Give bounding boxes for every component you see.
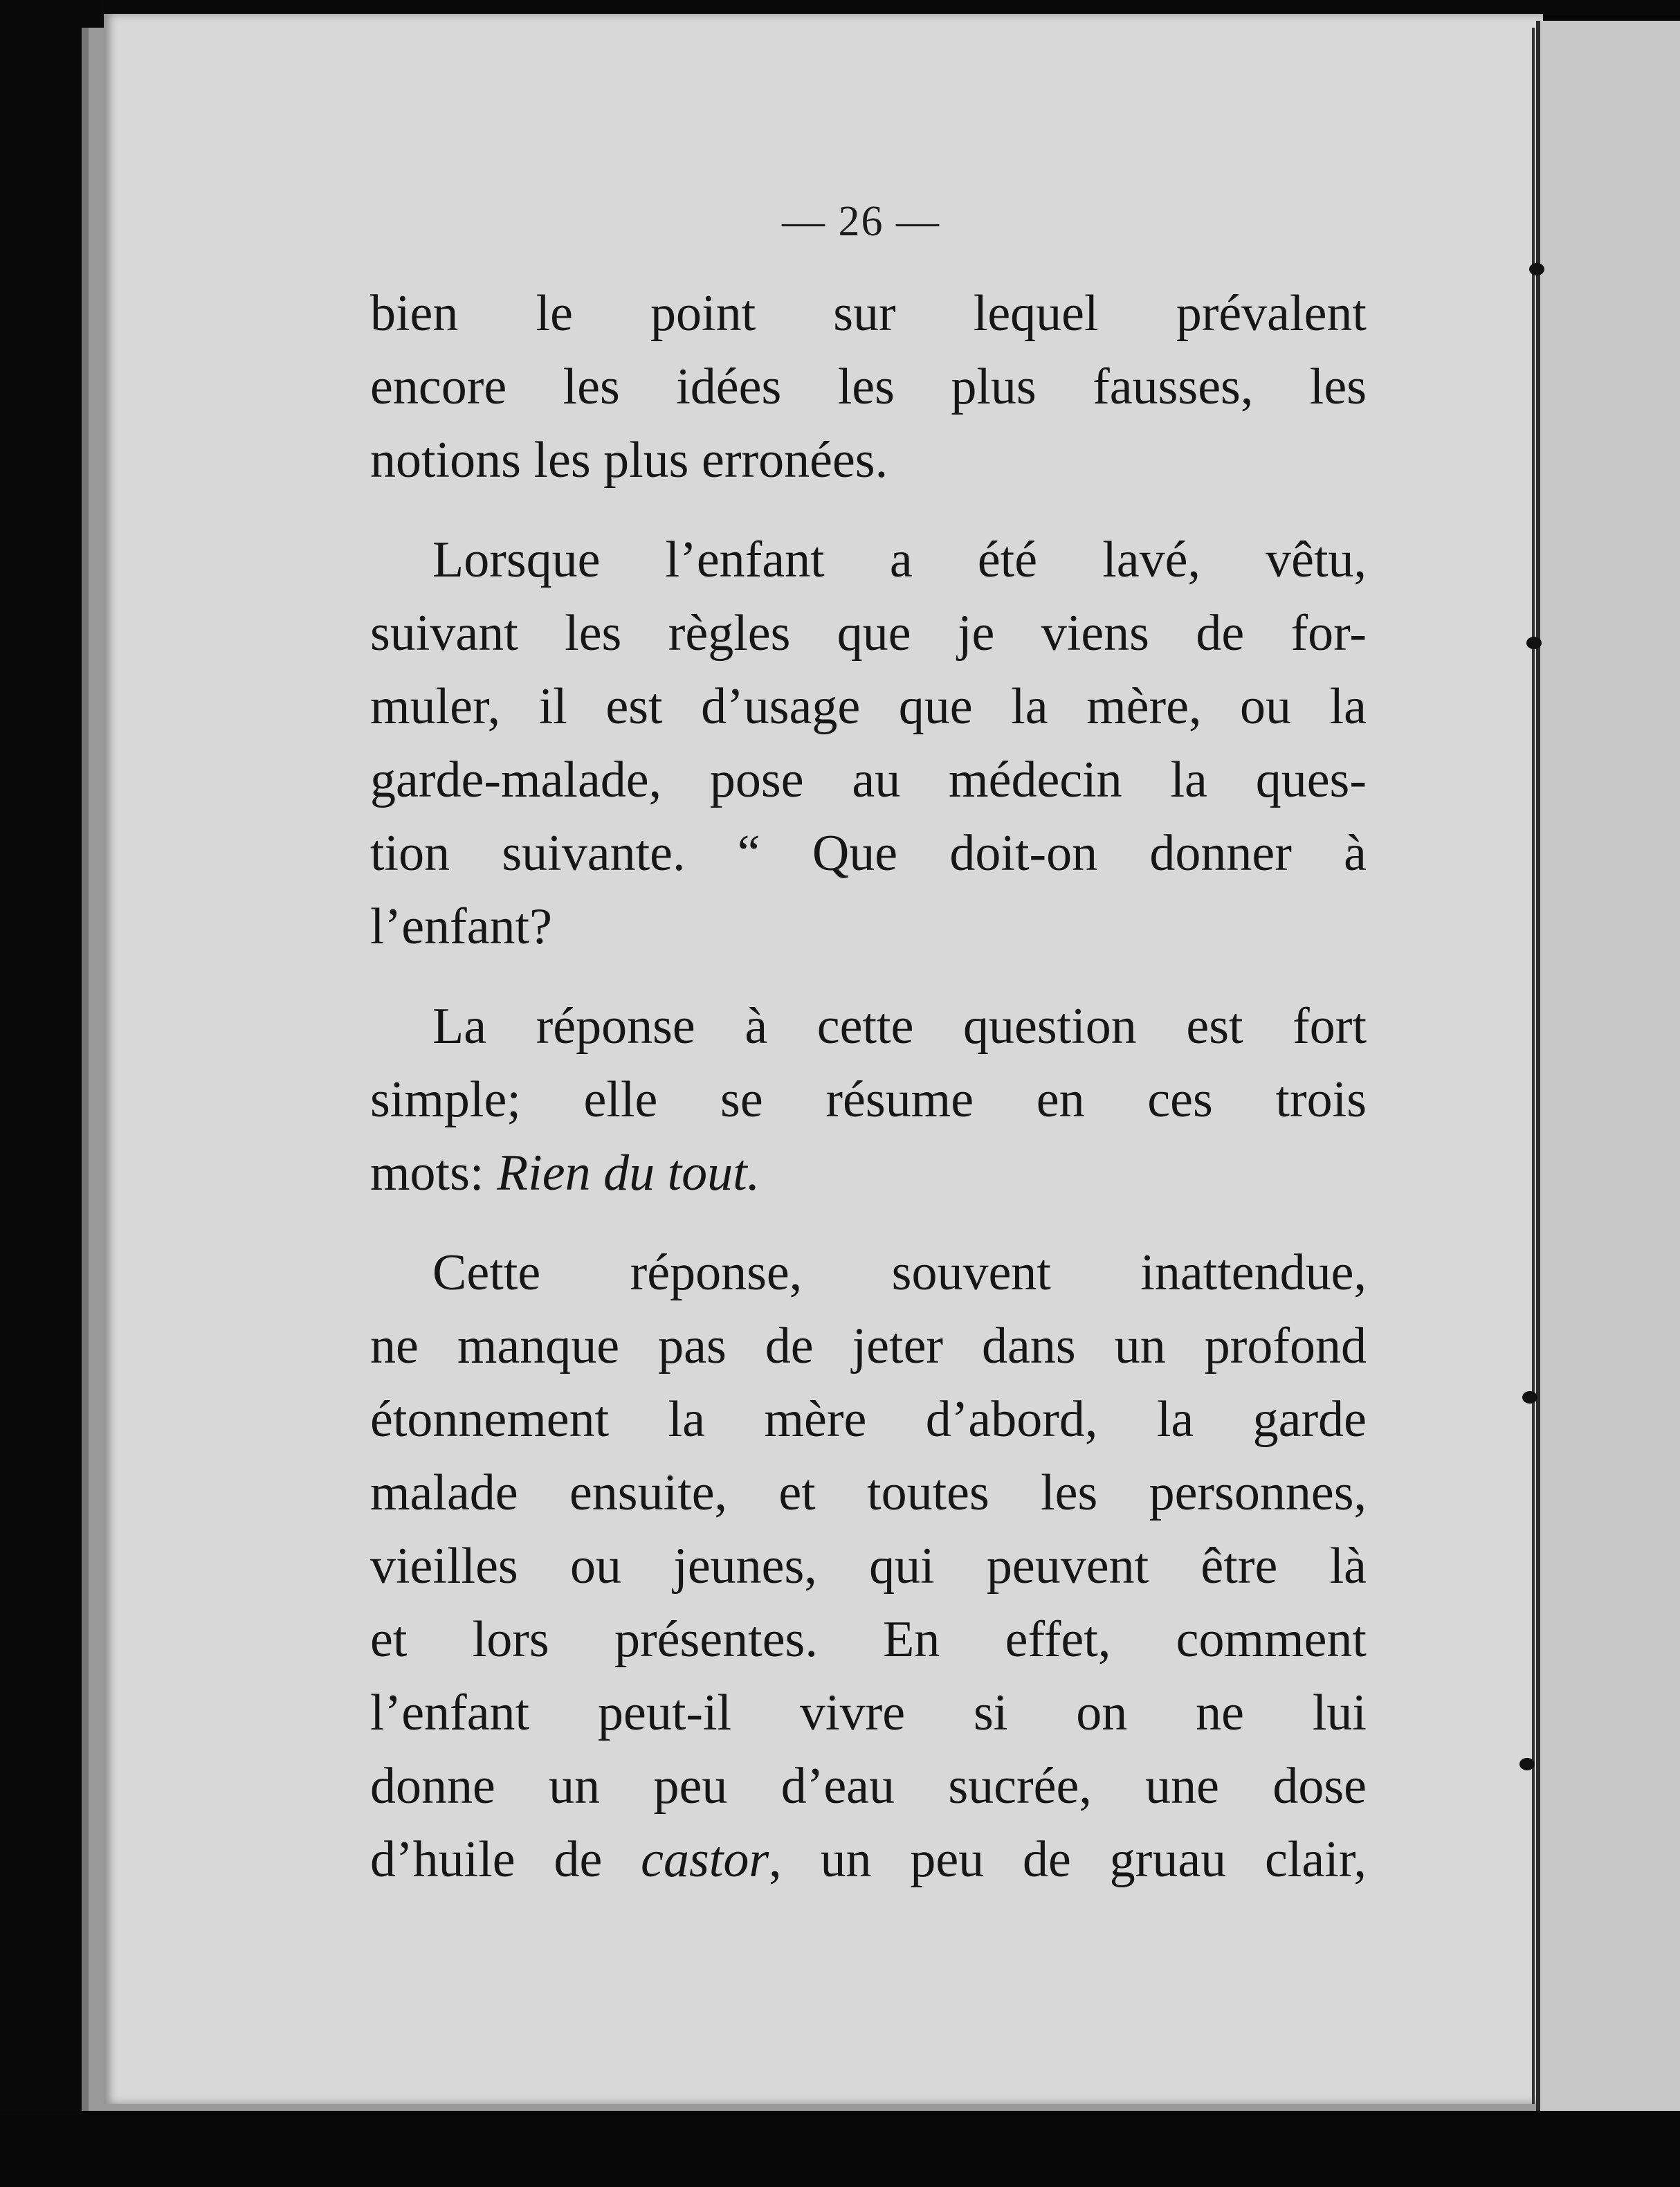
scan-bottom-border xyxy=(0,2111,1680,2187)
facing-page-edge xyxy=(1536,21,1680,2118)
paragraph-1 xyxy=(370,277,1367,497)
binding-thread-mark xyxy=(1519,1758,1535,1770)
text-line: La réponse à cette question est fort xyxy=(432,998,1367,1055)
page-body-text xyxy=(370,277,1367,1923)
text-run: mots: xyxy=(370,1145,497,1201)
italic-text: Rien du tout. xyxy=(496,1145,760,1201)
text-line: Cette réponse, souvent inattendue, xyxy=(432,1244,1367,1301)
text-line: simple; elle se résume en ces trois xyxy=(370,1071,1367,1128)
text-line: étonnement la mère d’abord, la garde xyxy=(370,1391,1367,1448)
text-line: garde-malade, pose au médecin la ques- xyxy=(370,752,1367,808)
text-line: l’enfant peut-il vivre si on ne lui xyxy=(370,1685,1367,1741)
italic-text: castor xyxy=(641,1831,769,1888)
page-number: — 26 — xyxy=(782,198,940,245)
text-run: d’huile de xyxy=(370,1831,641,1888)
scan-top-border xyxy=(0,0,1680,15)
text-line: ne manque pas de jeter dans un profond xyxy=(370,1318,1367,1374)
binding-thread-mark xyxy=(1522,1391,1537,1404)
text-line: et lors présentes. En effet, comment xyxy=(370,1611,1367,1668)
text-line: tion suivante. “ Que doit-on donner à xyxy=(370,825,1367,882)
text-line: malade ensuite, et toutes les personnes, xyxy=(370,1464,1367,1521)
binding-thread-mark xyxy=(1529,263,1544,275)
paragraph-3 xyxy=(370,990,1367,1210)
text-line: suivant les règles que je viens de for- xyxy=(370,605,1367,662)
text-line: donne un peu d’eau sucrée, une dose xyxy=(370,1758,1367,1815)
text-line xyxy=(370,1136,1367,1210)
text-line: Lorsque l’enfant a été lavé, vêtu, xyxy=(432,532,1367,588)
text-line: vieilles ou jeunes, qui peuvent être là xyxy=(370,1538,1367,1595)
paragraph-2 xyxy=(370,523,1367,963)
text-line: notions les plus erronées. xyxy=(370,432,888,489)
paragraph-4 xyxy=(370,1236,1367,1896)
text-line: l’enfant? xyxy=(370,898,552,955)
text-line: muler, il est d’usage que la mère, ou la xyxy=(370,678,1367,735)
text-line: bien le point sur lequel prévalent xyxy=(370,285,1367,342)
text-run: , un peu de gruau clair, xyxy=(769,1831,1367,1888)
binding-gutter xyxy=(1532,28,1535,2104)
binding-thread-mark xyxy=(1526,637,1542,649)
text-line: encore les idées les plus fausses, les xyxy=(370,359,1367,415)
text-line xyxy=(370,1823,1367,1896)
